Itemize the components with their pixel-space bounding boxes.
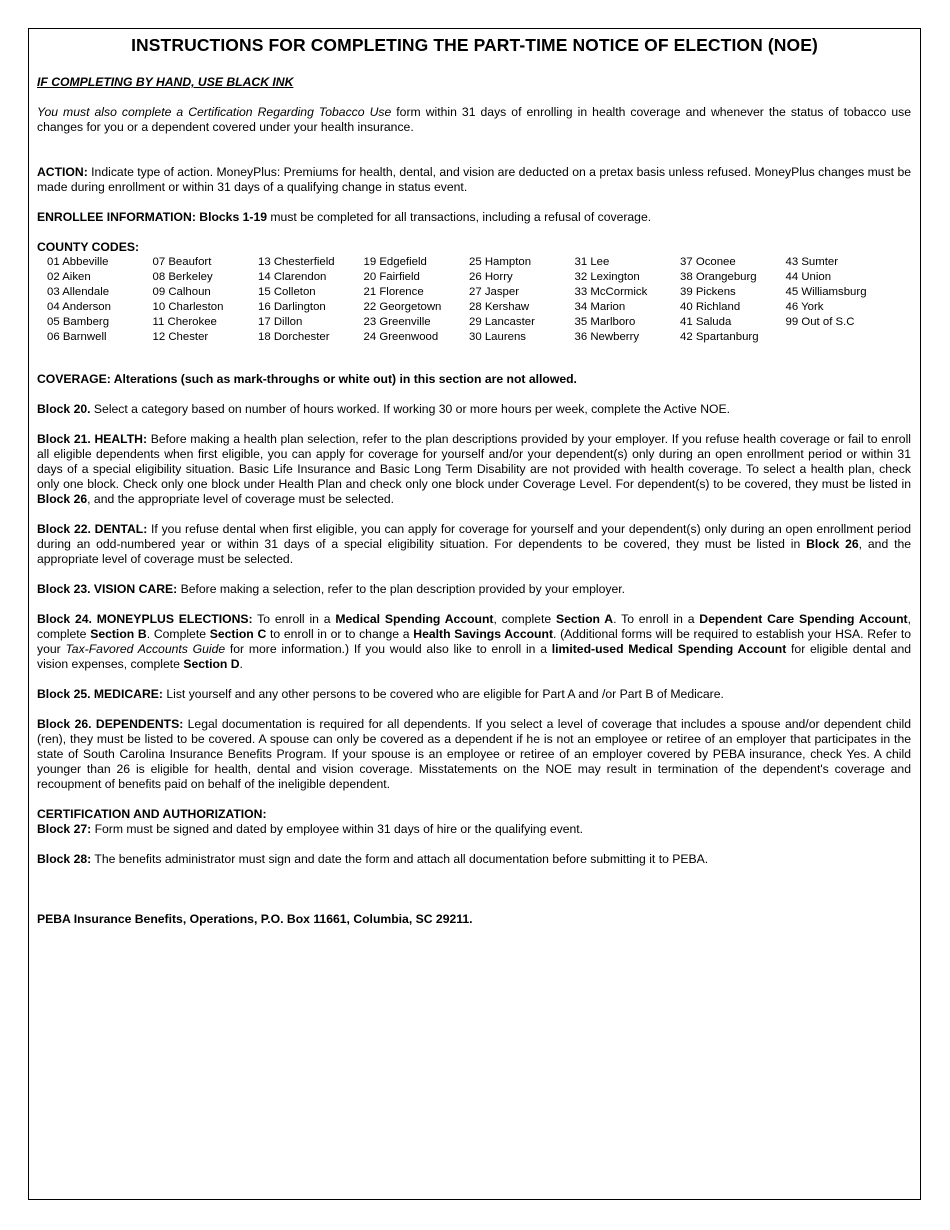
county-code: 20 Fairfield	[363, 271, 420, 283]
county-code: 37 Oconee	[680, 256, 736, 268]
county-codes-table	[47, 255, 911, 345]
document-frame	[28, 28, 921, 1200]
county-code: 26 Horry	[469, 271, 513, 283]
county-code: 35 Marlboro	[574, 316, 636, 328]
county-codes-column	[258, 255, 364, 345]
county-code: 04 Anderson	[47, 301, 111, 313]
block-26-paragraph: Block 26. DEPENDENTS: Legal documentation is required for all dependents. If you select a level of coverage that includes a spouse and/or dependent child (ren), they must be listed to be covered. A spouse can only be covered as a dependent if he is not an employee or retiree of an employer that participates in the state of South Carolina Insurance Benefits Program. If your spouse is an employee or retiree of an employer covered by PEBA insurance, check Yes. A child younger than 26 is eligible for health, dental and vision coverage. Misstatements on the NOE may result in termination of the dependent's coverage and recoupment of benefits paid on behalf of the ineligible dependent.	[37, 717, 911, 791]
county-code: 10 Charleston	[152, 301, 224, 313]
enrollee-paragraph: ENROLLEE INFORMATION: Blocks 1-19 must be completed for all transactions, including a refusal of coverage.	[37, 210, 652, 224]
tobacco-paragraph: You must also complete a Certification Regarding Tobacco Use form within 31 days of enrolling in health coverage and whenever the status of tobacco use changes for you or a dependent covered under your health insurance.	[37, 105, 911, 134]
county-code: 40 Richland	[680, 301, 741, 313]
county-code: 33 McCormick	[574, 286, 648, 298]
county-code: 43 Sumter	[785, 256, 839, 268]
county-code: 25 Hampton	[469, 256, 532, 268]
county-code: 01 Abbeville	[47, 256, 109, 268]
block-27-paragraph: Block 27: Form must be signed and dated by employee within 31 days of hire or the qualifying event.	[37, 822, 584, 836]
county-code: 44 Union	[785, 271, 832, 283]
county-code: 06 Barnwell	[47, 331, 107, 343]
county-code: 08 Berkeley	[152, 271, 213, 283]
county-codes-column	[680, 255, 786, 345]
coverage-heading: COVERAGE: Alterations (such as mark-throughs or white out) in this section are not allowed.	[37, 372, 577, 386]
tobacco-form-name: You must also complete a Certification Regarding Tobacco Use	[37, 105, 392, 119]
county-code: 34 Marion	[574, 301, 626, 313]
county-codes-heading: COUNTY CODES:	[37, 240, 140, 254]
county-codes-column	[786, 255, 892, 345]
certification-heading: CERTIFICATION AND AUTHORIZATION:	[37, 807, 267, 821]
county-code: 17 Dillon	[258, 316, 303, 328]
page-title: INSTRUCTIONS FOR COMPLETING THE PART-TIME NOTICE OF ELECTION (NOE)	[131, 35, 818, 55]
block-21-paragraph: Block 21. HEALTH: Before making a health plan selection, refer to the plan descriptions provided by your employer. If you refuse health coverage or fail to enroll all eligible dependents when first eligible, you can apply for coverage for yourself and/or your dependent(s) only during an open enrollment period or within 31 days of a special eligibility situation. Basic Life Insurance and Basic Long Term Disability are not provided with health coverage. To select a health plan, check only one block. Check only one block under Health Plan and check only one block under Coverage Level. For dependent(s) to be covered, they must be listed in Block 26, and the appropriate level of coverage must be selected.	[37, 432, 911, 506]
county-code: 38 Orangeburg	[680, 271, 757, 283]
county-code: 39 Pickens	[680, 286, 736, 298]
county-code: 02 Aiken	[47, 271, 91, 283]
county-code: 42 Spartanburg	[680, 331, 759, 343]
county-codes-column	[575, 255, 681, 345]
county-codes-column	[47, 255, 153, 345]
county-code: 99 Out of S.C	[785, 316, 855, 328]
county-code: 09 Calhoun	[152, 286, 211, 298]
block-22-paragraph: Block 22. DENTAL: If you refuse dental when first eligible, you can apply for coverage for yourself and your dependent(s) only during an open enrollment period during an odd-numbered year or within 31 days of a special eligibility situation. For dependents to be covered, they must be listed in Block 26, and the appropriate level of coverage must be selected.	[37, 522, 912, 566]
peba-address: PEBA Insurance Benefits, Operations, P.O. Box 11661, Columbia, SC 29211.	[37, 912, 473, 926]
county-code: 41 Saluda	[680, 316, 732, 328]
county-code: 23 Greenville	[363, 316, 431, 328]
county-code: 29 Lancaster	[469, 316, 535, 328]
block-28-paragraph: Block 28: The benefits administrator must sign and date the form and attach all documentation before submitting it to PEBA.	[37, 852, 709, 866]
county-code: 15 Colleton	[258, 286, 316, 298]
block-24-paragraph: Block 24. MONEYPLUS ELECTIONS: To enroll in a Medical Spending Account, complete Section A. To enroll in a Dependent Care Spending Account, complete Section B. Complete Section C to enroll in or to change a Health Savings Account. (Additional forms will be required to establish your HSA. Refer to your Tax-Favored Accounts Guide for more information.) If you would also like to enroll in a limited-used Medical Spending Account for eligible dental and vision expenses, complete Section D.	[37, 612, 911, 671]
county-code: 27 Jasper	[469, 286, 520, 298]
instructions-body	[37, 75, 911, 927]
block-23-paragraph: Block 23. VISION CARE: Before making a selection, refer to the plan description provided by your employer.	[37, 582, 625, 596]
county-code: 03 Allendale	[47, 286, 110, 298]
action-label: ACTION:	[37, 165, 88, 179]
county-code: 16 Darlington	[258, 301, 326, 313]
county-code: 21 Florence	[363, 286, 424, 298]
county-code: 36 Newberry	[574, 331, 640, 343]
county-code: 22 Georgetown	[363, 301, 442, 313]
county-code: 13 Chesterfield	[258, 256, 335, 268]
block-20-paragraph: Block 20. Select a category based on number of hours worked. If working 30 or more hours per week, complete the Active NOE.	[37, 402, 731, 416]
county-code: 18 Dorchester	[258, 331, 330, 343]
county-codes-column	[153, 255, 259, 345]
ink-note: IF COMPLETING BY HAND, USE BLACK INK	[37, 75, 294, 89]
enrollee-label: ENROLLEE INFORMATION: Blocks 1-19	[37, 210, 268, 224]
county-code: 07 Beaufort	[152, 256, 212, 268]
county-code: 32 Lexington	[574, 271, 640, 283]
county-code: 11 Cherokee	[152, 316, 217, 328]
county-code: 24 Greenwood	[363, 331, 439, 343]
spacer	[37, 867, 911, 912]
block-25-paragraph: Block 25. MEDICARE: List yourself and any other persons to be covered who are eligible for Part A and /or Part B of Medicare.	[37, 687, 724, 701]
county-code: 12 Chester	[152, 331, 209, 343]
county-code: 14 Clarendon	[258, 271, 327, 283]
county-code: 31 Lee	[574, 256, 610, 268]
county-code: 45 Williamsburg	[785, 286, 867, 298]
county-code: 05 Bamberg	[47, 316, 110, 328]
county-code: 28 Kershaw	[469, 301, 530, 313]
county-code: 30 Laurens	[469, 331, 526, 343]
action-paragraph: ACTION: Indicate type of action. MoneyPlus: Premiums for health, dental, and vision are deducted on a pretax basis unless refused. MoneyPlus changes must be made during enrollment or within 31 days of a qualifying change in status event.	[37, 165, 911, 194]
county-code: 46 York	[785, 301, 824, 313]
county-code: 19 Edgefield	[363, 256, 427, 268]
county-codes-column	[364, 255, 470, 345]
county-codes-column	[469, 255, 575, 345]
